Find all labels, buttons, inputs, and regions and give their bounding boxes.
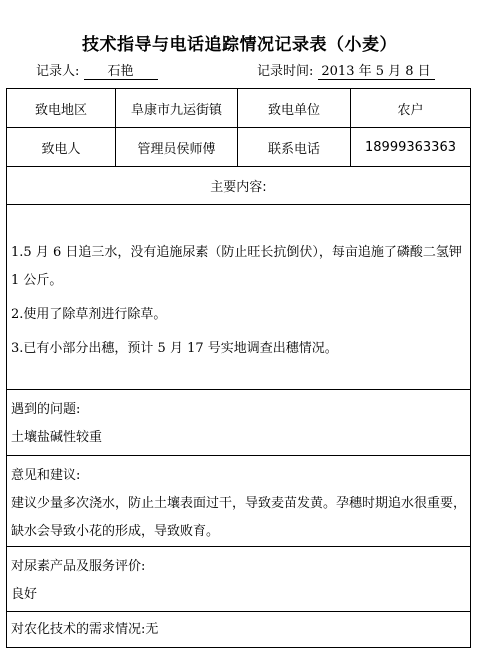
caller-label: 致电人 <box>7 128 116 166</box>
demand-label: 对农化技术的需求情况: <box>11 622 146 637</box>
caller-value: 管理员侯师傅 <box>116 128 238 166</box>
advice-value: 建议少量多次浇水，防止土壤表面过干，导致麦苗发黄。孕穗时期追水很重要，缺水会导致小花的形成，导致败育。 <box>11 496 467 539</box>
region-label: 致电地区 <box>7 89 116 127</box>
recorder-name: 石艳 <box>84 64 158 80</box>
record-date: 2013 年 5 月 8 日 <box>318 64 435 80</box>
phone-value: 18999363363 <box>365 139 456 155</box>
main-item: 2.使用了除草剂进行除草。 <box>11 307 167 322</box>
unit-label: 致电单位 <box>238 89 351 127</box>
recorder-line <box>36 64 158 80</box>
table-row-region <box>7 89 470 128</box>
evaluation-label: 对尿素产品及服务评价: <box>11 559 146 574</box>
record-time-line <box>257 64 435 80</box>
recorder-label: 记录人: <box>36 64 80 79</box>
advice-label: 意见和建议: <box>11 468 81 483</box>
document-title: 技术指导与电话追踪情况记录表（小麦） <box>82 35 397 55</box>
demand-section <box>7 612 470 649</box>
main-content-heading: 主要内容: <box>7 167 470 205</box>
main-content-body <box>7 205 470 390</box>
region-value: 阜康市九运街镇 <box>116 89 238 127</box>
problems-section <box>7 390 470 456</box>
table-row-caller <box>7 128 470 167</box>
phone-label: 联系电话 <box>238 128 351 166</box>
problems-value: 土壤盐碱性较重 <box>11 430 103 445</box>
record-table <box>6 88 471 648</box>
main-item: 1.5 月 6 日追三水，没有追施尿素（防止旺长抗倒伏），每亩追施了磷酸二氢钾 1 公斤。 <box>11 245 462 288</box>
demand-value: 无 <box>145 622 159 637</box>
record-time-label: 记录时间: <box>257 64 314 79</box>
main-item: 3.已有小部分出穗，预计 5 月 17 号实地调查出穗情况。 <box>11 341 338 356</box>
unit-value: 农户 <box>397 102 424 118</box>
advice-section <box>7 456 470 547</box>
evaluation-value: 良好 <box>11 587 38 602</box>
evaluation-section <box>7 547 470 612</box>
problems-label: 遇到的问题: <box>11 402 81 417</box>
